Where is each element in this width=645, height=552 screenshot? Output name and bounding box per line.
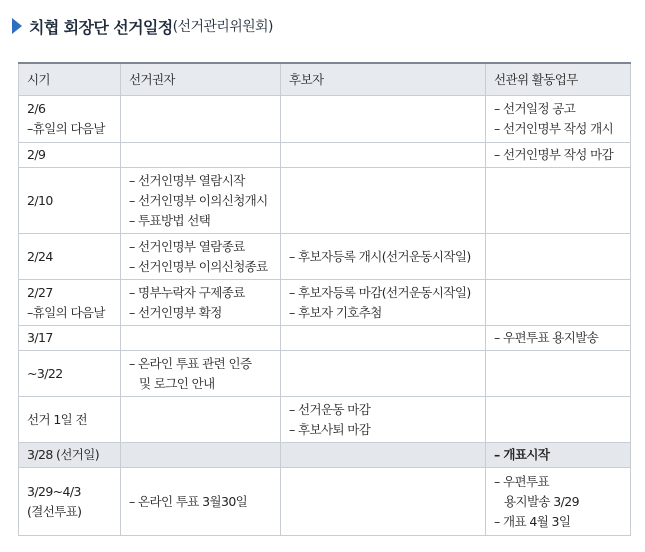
cell-line: –휴일의 다음날 [27,121,105,136]
cell-candidates [281,168,486,234]
table-row [19,397,631,443]
table-row [19,96,631,143]
cell-line: – 선거일정 공고 [494,101,576,116]
cell-period [19,326,121,351]
cell-period [19,96,121,143]
header-voters: 선거권자 [121,63,281,96]
triangle-bullet-icon [12,18,22,34]
cell-candidates [281,443,486,468]
cell-voters [121,351,281,397]
cell-line: – 선거인명부 열람시작 [129,172,245,188]
cell-committee [486,280,631,326]
table-row [19,443,631,468]
title-sub: (선거관리위원회) [172,19,273,35]
cell-candidates [281,280,486,326]
cell-line: 및 로그인 안내 [139,375,215,391]
table-row [19,143,631,168]
cell-committee [486,397,631,443]
cell-line: 2/6 [27,101,46,116]
cell-voters [121,443,281,468]
cell-period [19,443,121,468]
table-row [19,326,631,351]
cell-line: – 개표 4월 3일 [494,513,571,529]
cell-committee [486,96,631,143]
schedule-table [18,62,631,536]
cell-candidates [281,326,486,351]
cell-line: – 후보자등록 마감(선거운동시작일) [289,284,471,300]
cell-voters [121,326,281,351]
cell-voters [121,96,281,143]
cell-line: 2/24 [27,248,53,264]
cell-candidates [281,234,486,280]
cell-period [19,351,121,397]
cell-voters [121,280,281,326]
cell-line: – 개표시작 [494,447,550,462]
table-row [19,168,631,234]
cell-voters [121,397,281,443]
cell-line: 2/9 [27,147,46,162]
cell-line: (결선투표) [27,503,82,519]
cell-line: 용지발송 3/29 [504,493,579,509]
cell-period [19,143,121,168]
cell-line: – 우편투표 용지발송 [494,330,599,345]
cell-committee [486,326,631,351]
cell-line: – 명부누락자 구제종료 [129,284,245,300]
cell-line: – 선거인명부 작성 개시 [494,121,614,136]
cell-line: 선거 1일 전 [27,411,87,427]
page-title [12,14,273,38]
table-row [19,280,631,326]
cell-committee [486,468,631,536]
table-row [19,234,631,280]
cell-line: 3/17 [27,330,53,345]
cell-line: 3/28 (선거일) [27,447,100,462]
cell-committee [486,168,631,234]
table-row [19,351,631,397]
cell-committee [486,351,631,397]
cell-line: – 우편투표 [494,473,549,489]
cell-line: 2/10 [27,192,53,208]
cell-line: ~3/22 [27,365,63,381]
cell-line: –휴일의 다음날 [27,304,105,320]
cell-line: – 후보자 기호추첨 [289,304,382,320]
cell-line: – 선거인명부 이의신청개시 [129,192,268,208]
cell-period [19,468,121,536]
cell-line: – 후보사퇴 마감 [289,421,371,437]
cell-period [19,234,121,280]
cell-line: 3/29~4/3 [27,483,81,499]
cell-line: – 선거인명부 열람종료 [129,238,245,254]
cell-candidates [281,397,486,443]
table-row [19,468,631,536]
cell-committee [486,443,631,468]
cell-voters [121,234,281,280]
cell-line: – 선거인명부 확정 [129,304,222,320]
cell-candidates [281,351,486,397]
cell-candidates [281,96,486,143]
cell-period [19,168,121,234]
cell-line: – 선거인명부 이의신청종료 [129,258,268,274]
header-candidates: 후보자 [281,63,486,96]
cell-voters [121,143,281,168]
cell-period [19,397,121,443]
cell-voters [121,168,281,234]
cell-line: – 온라인 투표 관련 인증 [129,355,252,371]
header-row [19,63,631,96]
cell-candidates [281,143,486,168]
cell-line: – 선거운동 마감 [289,401,371,417]
cell-line: – 선거인명부 작성 마감 [494,147,614,162]
cell-voters [121,468,281,536]
cell-period [19,280,121,326]
header-period: 시기 [19,63,121,96]
header-committee: 선관위 활동업무 [486,63,631,96]
cell-committee [486,234,631,280]
cell-line: – 온라인 투표 3월30일 [129,493,248,509]
cell-candidates [281,468,486,536]
title-main: 치협 회장단 선거일정 [29,17,173,37]
cell-line: 2/27 [27,284,53,300]
cell-committee [486,143,631,168]
cell-line: – 후보자등록 개시(선거운동시작일) [289,248,471,264]
cell-line: – 투표방법 선택 [129,212,211,228]
